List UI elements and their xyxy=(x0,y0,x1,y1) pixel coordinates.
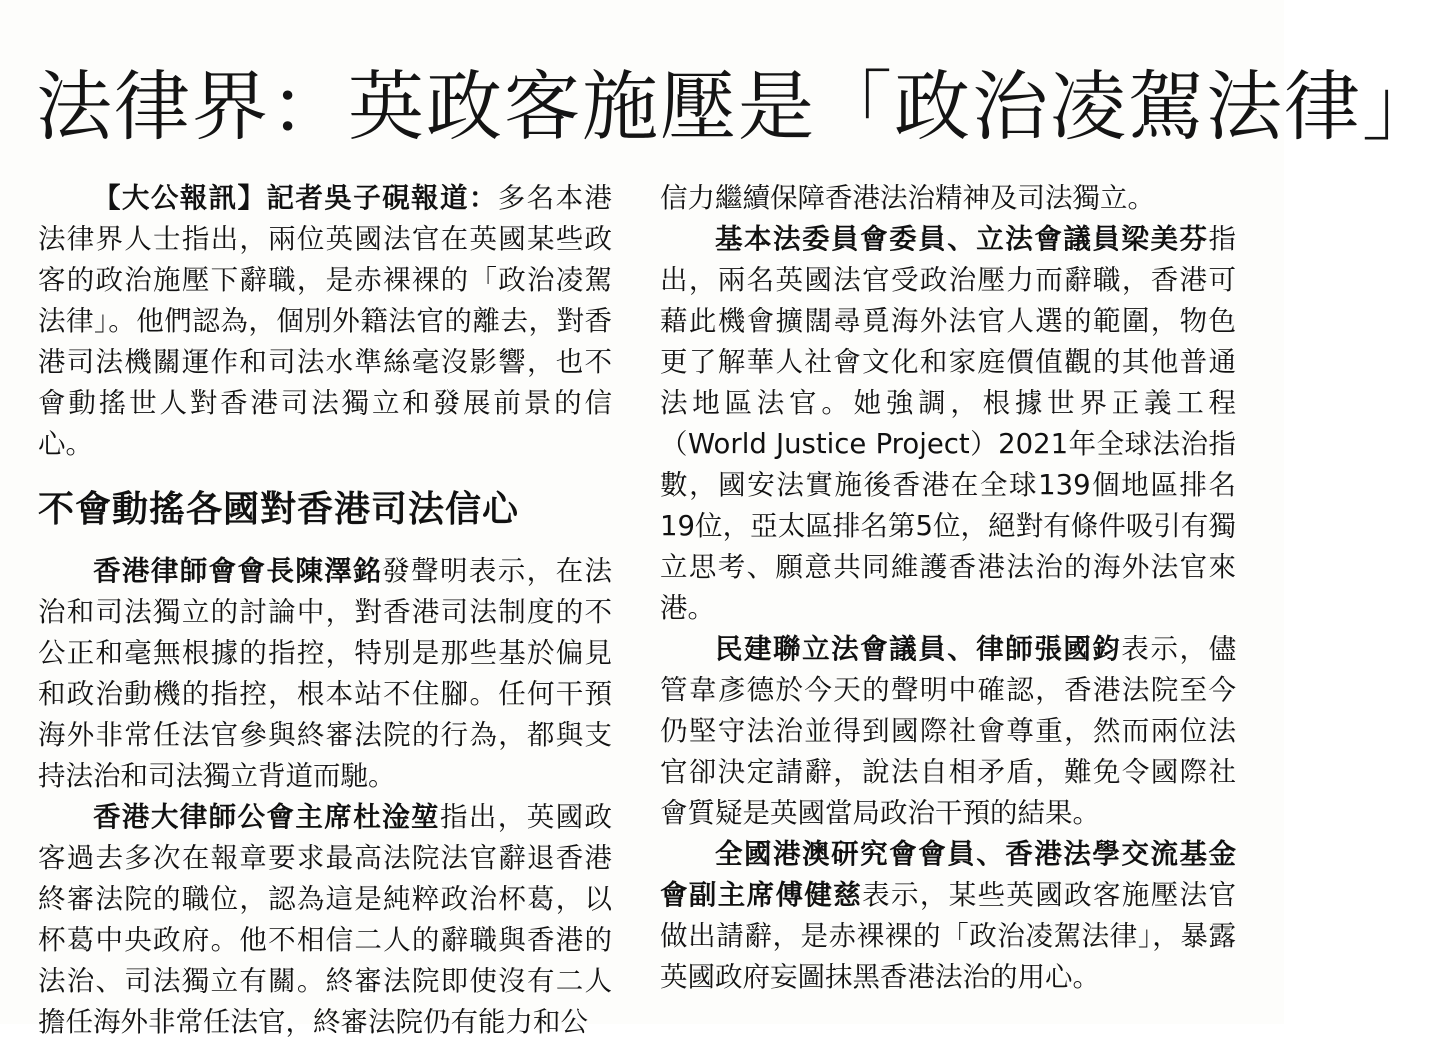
paragraph-text: 指出，兩名英國法官受政治壓力而辭職，香港可藉此機會擴闊尋覓海外法官人選的範圍，物色更了解華人社會文化和家庭價值觀的其他普通法地區法官。她強調，根據世界正義工程（World Justice Project）2021年全球法治指數，國安法實施後香港在全球139個地區排名19位，亞太區排名第5位，絕對有條件吸引有獨立思考、願意共同維護香港法治的海外法官來港。 xyxy=(660,223,1236,624)
right-column xyxy=(660,178,1236,998)
paragraph-text: 表示，儘管韋彥德於今天的聲明中確認，香港法院至今仍堅守法治並得到國際社會尊重，然而兩位法官卻決定請辭，說法自相矛盾，難免令國際社會質疑是英國當局政治干預的結果。 xyxy=(660,633,1237,829)
speaker-name: 基本法委員會委員、立法會議員梁美芬 xyxy=(715,223,1209,255)
subheading: 不會動搖各國對香港司法信心 xyxy=(38,488,520,530)
headline: 法律界：英政客施壓是「政治凌駕法律」 xyxy=(36,62,1440,151)
paragraph-law-society xyxy=(38,551,612,797)
speaker-name: 全國港澳研究會會員、香港法學交流基金會副主席傅健慈 xyxy=(660,838,1236,911)
dateline: 【大公報訊】記者吳子硯報道： xyxy=(93,182,498,214)
speaker-name: 香港律師會會長陳澤銘 xyxy=(93,555,383,587)
paragraph-bar-association xyxy=(38,797,612,1043)
paragraph-text: 表示，某些英國政客施壓法官做出請辭，是赤裸裸的「政治凌駕法律」，暴露英國政府妄圖抹黑香港法治的用心。 xyxy=(660,879,1237,993)
intro-text: 多名本港法律界人士指出，兩位英國法官在英國某些政客的政治施壓下辭職，是赤裸裸的「政治凌駕法律」。他們認為，個別外籍法官的離去，對香港司法機關運作和司法水準絲毫沒影響，也不會動搖世人對香港司法獨立和發展前景的信心。 xyxy=(38,182,613,460)
speaker-name: 民建聯立法會議員、律師張國鈞 xyxy=(715,633,1122,665)
paragraph-dab-legislator xyxy=(660,629,1236,834)
paragraph-basic-law-committee xyxy=(660,219,1236,629)
paragraph-text: 發聲明表示，在法治和司法獨立的討論中，對香港司法制度的不公正和毫無根據的指控，特別是那些基於偏見和政治動機的指控，根本站不住腳。任何干預海外非常任法官參與終審法院的行為，都與支持法治和司法獨立背道而馳。 xyxy=(38,555,613,792)
paragraph-text: 指出，英國政客過去多次在報章要求最高法院法官辭退香港終審法院的職位，認為這是純粹政治杯葛，以杯葛中央政府。他不相信二人的辭職與香港的法治、司法獨立有關。終審法院即使沒有二人擔任海外非常任法官，終審法院仍有能力和公 xyxy=(38,801,613,1038)
continued-paragraph: 信力繼續保障香港法治精神及司法獨立。 xyxy=(660,182,1155,214)
paragraph-legal-exchange-foundation xyxy=(660,834,1236,998)
intro-paragraph xyxy=(38,178,612,465)
left-column xyxy=(38,178,612,1043)
speaker-name: 香港大律師公會主席杜淦堃 xyxy=(93,801,440,833)
